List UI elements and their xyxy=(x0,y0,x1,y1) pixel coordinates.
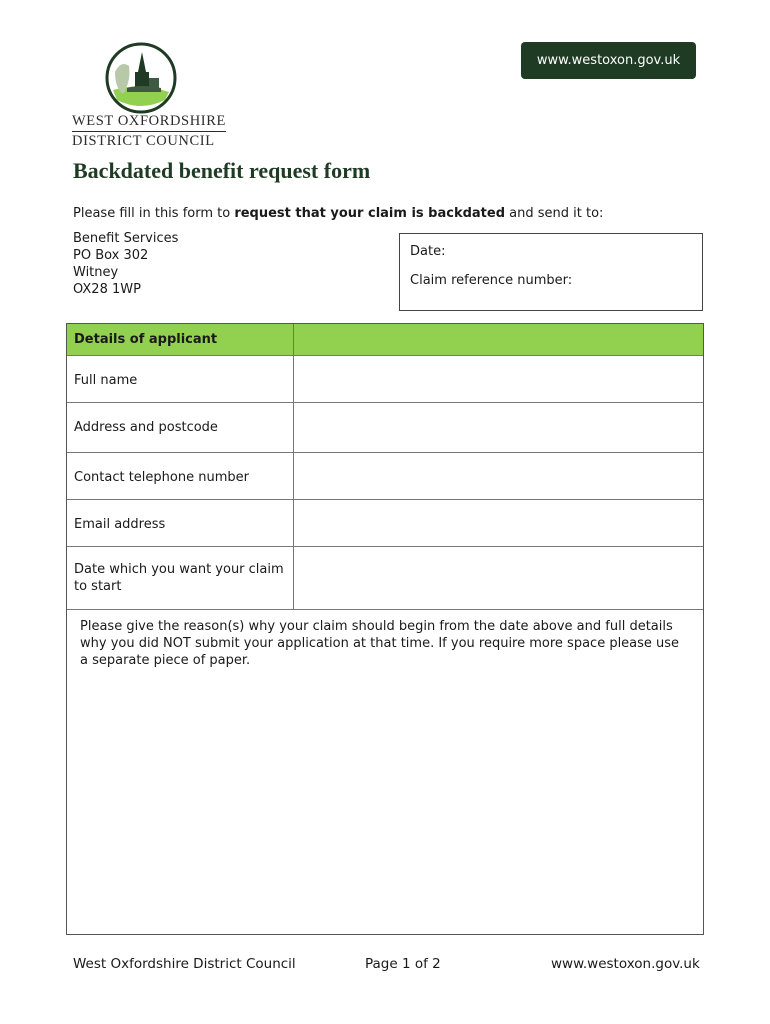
claim-start-date-label: Date which you want your claim to start xyxy=(67,547,294,609)
footer-page-number: Page 1 of 2 xyxy=(365,956,441,972)
council-name-line1: WEST OXFORDSHIRE xyxy=(72,113,226,129)
address-row[interactable] xyxy=(67,403,703,453)
address-line: Witney xyxy=(73,265,119,280)
intro-text xyxy=(73,206,603,221)
footer-org: West Oxfordshire District Council xyxy=(73,956,296,972)
website-link-badge[interactable]: www.westoxon.gov.uk xyxy=(521,42,696,79)
table-header-row xyxy=(67,324,703,356)
address-line: OX28 1WP xyxy=(73,282,141,297)
address-line: Benefit Services xyxy=(73,231,179,246)
office-use-box[interactable] xyxy=(399,233,703,311)
footer-website[interactable]: www.westoxon.gov.uk xyxy=(551,956,700,972)
date-label: Date: xyxy=(410,244,446,259)
full-name-label: Full name xyxy=(67,356,294,402)
council-name-line2: DISTRICT COUNCIL xyxy=(72,131,226,151)
intro-suffix: and send it to: xyxy=(505,206,604,221)
full-name-row[interactable] xyxy=(67,356,703,403)
page-title: Backdated benefit request form xyxy=(73,158,371,183)
postal-address xyxy=(73,230,178,298)
claim-reference-label: Claim reference number: xyxy=(410,273,573,288)
address-line: PO Box 302 xyxy=(73,248,149,263)
applicant-details-table xyxy=(66,323,704,935)
email-label: Email address xyxy=(67,500,294,546)
claim-start-date-row[interactable] xyxy=(67,547,703,610)
reason-prompt: Please give the reason(s) why your claim should begin from the date above and full details why you did NOT submit your application at that time. If you require more space please use a separate piece of paper. xyxy=(80,619,680,668)
table-header-label: Details of applicant xyxy=(67,324,294,355)
intro-bold: request that your claim is backdated xyxy=(234,206,506,221)
intro-prefix: Please fill in this form to xyxy=(73,206,235,221)
email-row[interactable] xyxy=(67,500,703,547)
telephone-row[interactable] xyxy=(67,453,703,500)
council-name xyxy=(72,112,226,151)
telephone-label: Contact telephone number xyxy=(67,453,294,499)
address-postcode-label: Address and postcode xyxy=(67,403,294,452)
council-logo xyxy=(105,42,177,114)
